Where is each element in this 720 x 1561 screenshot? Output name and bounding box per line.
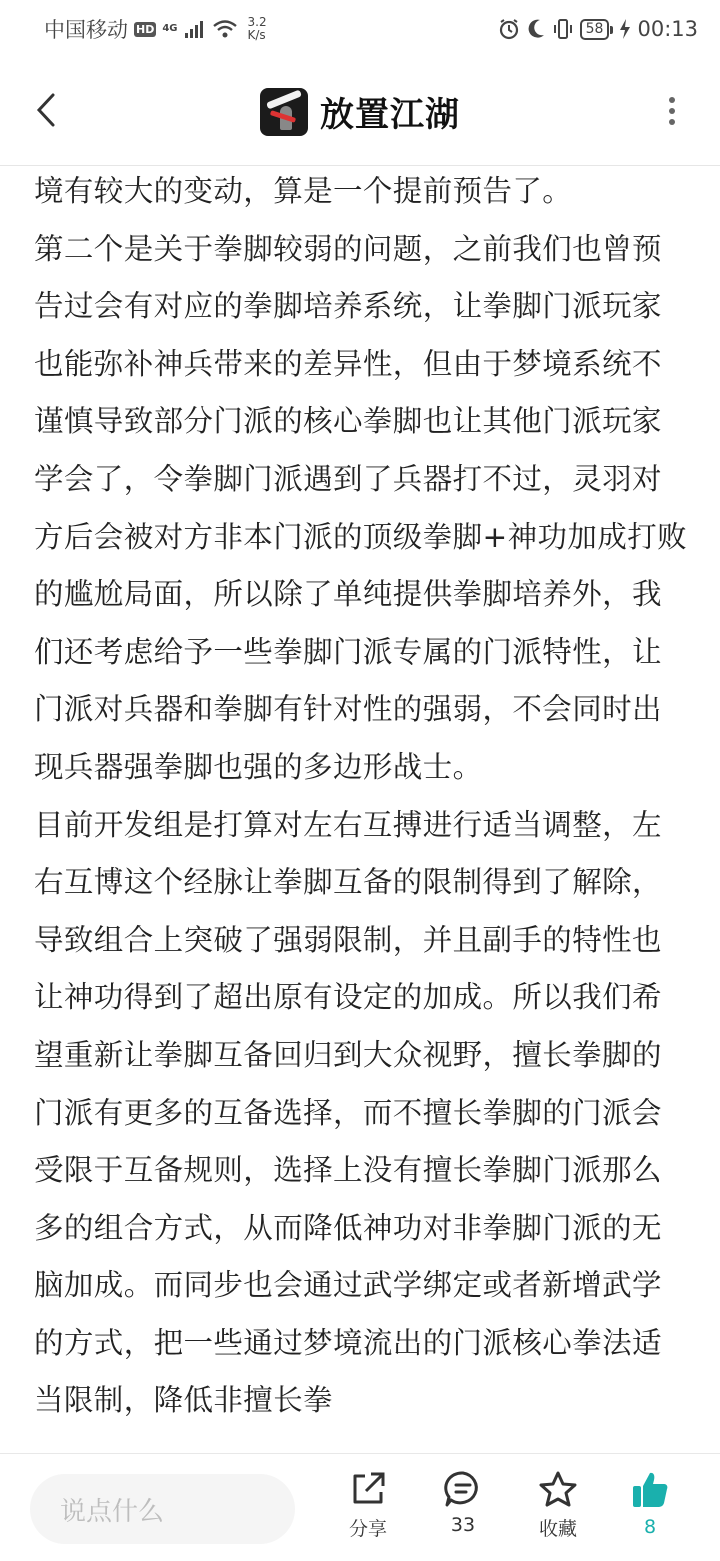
signal-icon [184,19,206,39]
status-bar [0,0,720,58]
status-left [44,14,267,44]
vibrate-icon [552,18,574,40]
charging-icon [619,18,631,40]
comment-placeholder: 说点什么 [60,1496,165,1527]
title-group [260,87,460,136]
alarm-icon [498,18,520,40]
favorite-label: 收藏 [538,1518,577,1540]
top-app-bar [0,58,720,166]
like-count: 8 [643,1516,657,1538]
more-options-button[interactable] [662,88,682,134]
comment-input[interactable] [30,1474,295,1544]
hd-badge: HD [136,22,155,36]
moon-icon [526,18,546,40]
comment-bubble-icon [443,1470,483,1508]
net-speed [248,16,267,42]
chevron-left-icon [35,92,57,128]
status-right [498,17,698,41]
carrier-name: 中国移动 [44,18,128,42]
bottom-action-bar [0,1453,720,1561]
article-paragraph: 第二个是关于拳脚较弱的问题，之前我们也曾预告过会有对应的拳脚培养系统，让拳脚门派玩家也能弥补神兵带来的差异性，但由于梦境系统不谨慎导致部分门派的核心拳脚也让其他门派玩家学会了，令拳脚门派遇到了兵器打不过，灵羽对方后会被对方非本门派的顶级拳脚+神功加成打败的尴尬局面，所以除了单纯提供拳脚培养外，我们还考虑给予一些拳脚门派专属的门派特性，让门派对兵器和拳脚有针对性的强弱，不会同时出现兵器强拳脚也强的多边形战士。 [34,231,688,784]
net-speed-unit: K/s [247,28,266,42]
comment-count: 33 [450,1514,476,1536]
page-title: 放置江湖 [320,95,460,135]
share-label: 分享 [348,1518,387,1540]
star-icon [538,1470,578,1508]
net-speed-value: 3.2 [247,15,267,29]
like-button[interactable] [615,1470,685,1550]
article-body [34,163,689,1453]
share-button[interactable] [333,1470,403,1550]
wifi-icon [212,19,238,39]
battery-indicator: 58 [580,19,610,40]
game-logo [260,88,308,136]
comments-button[interactable] [428,1470,498,1550]
thumbs-up-icon [630,1470,670,1510]
article-paragraph: 境有较大的变动，算是一个提前预告了。 [34,174,573,208]
network-type: 4G [162,23,178,34]
favorite-button[interactable] [523,1470,593,1550]
vertical-dots-icon [668,96,676,126]
article-paragraph: 目前开发组是打算对左右互搏进行适当调整，左右互博这个经脉让拳脚互备的限制得到了解除，导致组合上突破了强弱限制，并且副手的特性也让神功得到了超出原有设定的加成。所以我们希望重新让拳脚互备回归到大众视野，擅长拳脚的门派有更多的互备选择，而不擅长拳脚的门派会受限于互备规则，选择上没有擅长拳脚门派那么多的组合方式，从而降低神功对非拳脚门派的无脑加成。而同步也会通过武学绑定或者新增武学的方式，把一些通过梦境流出的门派核心拳法适当限制，降低非擅长拳 [34,807,662,1418]
share-icon [349,1470,387,1508]
back-button[interactable] [26,82,66,138]
clock-time: 00:13 [637,17,698,41]
